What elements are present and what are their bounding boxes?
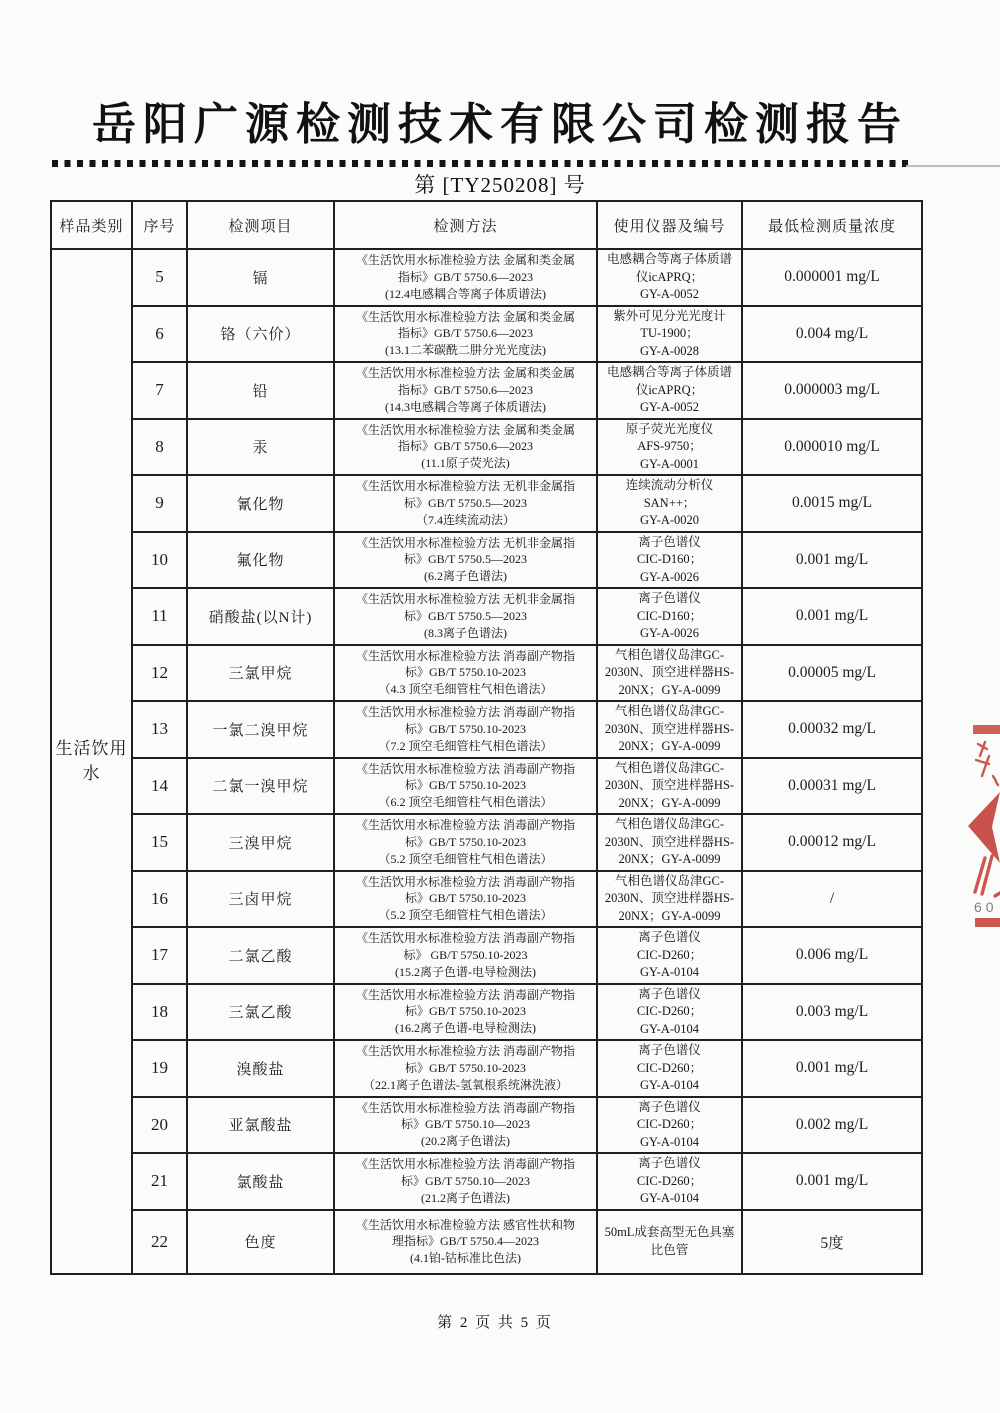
table-row bbox=[51, 419, 922, 476]
table-row bbox=[51, 1040, 922, 1097]
serial-number-cell: 21 bbox=[132, 1153, 187, 1210]
instrument-cell: 离子色谱仪 CIC-D260； GY-A-0104 bbox=[597, 984, 742, 1041]
table-row bbox=[51, 927, 922, 984]
instrument-cell: 气相色谱仪岛津GC- 2030N、顶空进样器HS- 20NX；GY-A-0099 bbox=[597, 701, 742, 758]
report-number-suffix: 号 bbox=[563, 173, 586, 197]
instrument-cell: 紫外可见分光光度计 TU-1900； GY-A-0028 bbox=[597, 306, 742, 363]
min-detection-concentration-cell: 0.00031 mg/L bbox=[742, 758, 922, 815]
serial-number-cell: 14 bbox=[132, 758, 187, 815]
min-detection-concentration-cell: / bbox=[742, 871, 922, 928]
test-method-cell: 《生活饮用水标准检验方法 消毒副产物指 标》GB/T 5750.10-2023 （5.2 顶空毛细管柱气相色谱法） bbox=[334, 871, 597, 928]
test-method-cell: 《生活饮用水标准检验方法 消毒副产物指 标》GB/T 5750.10—2023 (20.2离子色谱法) bbox=[334, 1097, 597, 1154]
test-method-cell: 《生活饮用水标准检验方法 消毒副产物指 标》GB/T 5750.10-2023 (16.2离子色谱-电导检测法) bbox=[334, 984, 597, 1041]
serial-number-cell: 11 bbox=[132, 588, 187, 645]
table-row bbox=[51, 249, 922, 306]
table-row bbox=[51, 758, 922, 815]
test-item-cell: 硝酸盐(以N计) bbox=[187, 588, 334, 645]
column-header: 序号 bbox=[132, 201, 187, 249]
table-row bbox=[51, 645, 922, 702]
test-method-cell: 《生活饮用水标准检验方法 消毒副产物指 标》GB/T 5750.10-2023 （7.2 顶空毛细管柱气相色谱法） bbox=[334, 701, 597, 758]
serial-number-cell: 10 bbox=[132, 532, 187, 589]
seal-bar-top bbox=[973, 725, 1000, 734]
serial-number-cell: 13 bbox=[132, 701, 187, 758]
instrument-cell: 离子色谱仪 CIC-D260； GY-A-0104 bbox=[597, 1040, 742, 1097]
seal-number: 60 bbox=[974, 899, 998, 915]
table-row bbox=[51, 1097, 922, 1154]
test-item-cell: 三氯甲烷 bbox=[187, 645, 334, 702]
min-detection-concentration-cell: 0.000003 mg/L bbox=[742, 362, 922, 419]
column-header: 样品类别 bbox=[51, 201, 132, 249]
min-detection-concentration-cell: 0.00012 mg/L bbox=[742, 814, 922, 871]
test-item-cell: 铬（六价） bbox=[187, 306, 334, 363]
seal-star-wedge bbox=[968, 792, 1000, 863]
table-row bbox=[51, 1210, 922, 1274]
table-row bbox=[51, 475, 922, 532]
test-item-cell: 色度 bbox=[187, 1210, 334, 1274]
test-item-cell: 氯酸盐 bbox=[187, 1153, 334, 1210]
min-detection-concentration-cell: 0.002 mg/L bbox=[742, 1097, 922, 1154]
serial-number-cell: 6 bbox=[132, 306, 187, 363]
serial-number-cell: 9 bbox=[132, 475, 187, 532]
table-row bbox=[51, 532, 922, 589]
column-header: 检测方法 bbox=[334, 201, 597, 249]
table-row bbox=[51, 984, 922, 1041]
min-detection-concentration-cell: 0.000001 mg/L bbox=[742, 249, 922, 306]
test-method-cell: 《生活饮用水标准检验方法 消毒副产物指 标》GB/T 5750.10-2023 （22.1离子色谱法-氢氧根系统淋洗液） bbox=[334, 1040, 597, 1097]
test-item-cell: 镉 bbox=[187, 249, 334, 306]
table-row bbox=[51, 588, 922, 645]
test-item-cell: 铅 bbox=[187, 362, 334, 419]
instrument-cell: 离子色谱仪 CIC-D260； GY-A-0104 bbox=[597, 927, 742, 984]
table-row bbox=[51, 701, 922, 758]
instrument-cell: 气相色谱仪岛津GC- 2030N、顶空进样器HS- 20NX；GY-A-0099 bbox=[597, 758, 742, 815]
instrument-cell: 离子色谱仪 CIC-D160； GY-A-0026 bbox=[597, 588, 742, 645]
test-method-cell: 《生活饮用水标准检验方法 金属和类金属 指标》GB/T 5750.6—2023 (14.3电感耦合等离子体质谱法) bbox=[334, 362, 597, 419]
test-item-cell: 氰化物 bbox=[187, 475, 334, 532]
instrument-cell: 原子荧光光度仪 AFS-9750； GY-A-0001 bbox=[597, 419, 742, 476]
min-detection-concentration-cell: 0.001 mg/L bbox=[742, 1040, 922, 1097]
min-detection-concentration-cell: 0.000010 mg/L bbox=[742, 419, 922, 476]
serial-number-cell: 7 bbox=[132, 362, 187, 419]
scan-edge-artifact bbox=[906, 165, 1000, 167]
test-method-cell: 《生活饮用水标准检验方法 消毒副产物指 标》GB/T 5750.10-2023 （5.2 顶空毛细管柱气相色谱法） bbox=[334, 814, 597, 871]
min-detection-concentration-cell: 0.001 mg/L bbox=[742, 588, 922, 645]
instrument-cell: 电感耦合等离子体质谱 仪icAPRQ； GY-A-0052 bbox=[597, 249, 742, 306]
test-items-table bbox=[50, 200, 923, 1275]
test-method-cell: 《生活饮用水标准检验方法 消毒副产物指 标》GB/T 5750.10-2023 （4.3 顶空毛细管柱气相色谱法） bbox=[334, 645, 597, 702]
serial-number-cell: 19 bbox=[132, 1040, 187, 1097]
test-method-cell: 《生活饮用水标准检验方法 金属和类金属 指标》GB/T 5750.6—2023 (11.1原子荧光法) bbox=[334, 419, 597, 476]
test-item-cell: 三氯乙酸 bbox=[187, 984, 334, 1041]
table-row bbox=[51, 362, 922, 419]
sample-type-cell: 生活饮用水 bbox=[51, 249, 132, 1274]
serial-number-cell: 17 bbox=[132, 927, 187, 984]
serial-number-cell: 8 bbox=[132, 419, 187, 476]
serial-number-cell: 22 bbox=[132, 1210, 187, 1274]
min-detection-concentration-cell: 0.001 mg/L bbox=[742, 532, 922, 589]
report-number bbox=[0, 169, 1000, 199]
instrument-cell: 连续流动分析仪 SAN++； GY-A-0020 bbox=[597, 475, 742, 532]
test-method-cell: 《生活饮用水标准检验方法 消毒副产物指 标》 GB/T 5750.10-2023 (15.2离子色谱-电导检测法) bbox=[334, 927, 597, 984]
serial-number-cell: 18 bbox=[132, 984, 187, 1041]
test-item-cell: 二氯一溴甲烷 bbox=[187, 758, 334, 815]
min-detection-concentration-cell: 0.001 mg/L bbox=[742, 1153, 922, 1210]
test-item-cell: 汞 bbox=[187, 419, 334, 476]
instrument-cell: 气相色谱仪岛津GC- 2030N、顶空进样器HS- 20NX；GY-A-0099 bbox=[597, 645, 742, 702]
instrument-cell: 电感耦合等离子体质谱 仪icAPRQ； GY-A-0052 bbox=[597, 362, 742, 419]
table-row bbox=[51, 814, 922, 871]
column-header: 最低检测质量浓度 bbox=[742, 201, 922, 249]
min-detection-concentration-cell: 0.00032 mg/L bbox=[742, 701, 922, 758]
serial-number-cell: 16 bbox=[132, 871, 187, 928]
dotted-divider bbox=[52, 160, 908, 167]
serial-number-cell: 12 bbox=[132, 645, 187, 702]
min-detection-concentration-cell: 0.003 mg/L bbox=[742, 984, 922, 1041]
seal-bar-bottom bbox=[975, 918, 1000, 927]
min-detection-concentration-cell: 0.0015 mg/L bbox=[742, 475, 922, 532]
serial-number-cell: 5 bbox=[132, 249, 187, 306]
table-row bbox=[51, 306, 922, 363]
seal-slash-strokes bbox=[975, 856, 1000, 896]
test-method-cell: 《生活饮用水标准检验方法 无机非金属指 标》GB/T 5750.5—2023 (6.2离子色谱法) bbox=[334, 532, 597, 589]
serial-number-cell: 20 bbox=[132, 1097, 187, 1154]
test-item-cell: 二氯乙酸 bbox=[187, 927, 334, 984]
instrument-cell: 50mL成套高型无色具塞 比色管 bbox=[597, 1210, 742, 1274]
red-seal-fragment bbox=[948, 700, 1000, 935]
test-item-cell: 溴酸盐 bbox=[187, 1040, 334, 1097]
instrument-cell: 离子色谱仪 CIC-D160； GY-A-0026 bbox=[597, 532, 742, 589]
seal-character-strokes bbox=[976, 742, 998, 785]
test-method-cell: 《生活饮用水标准检验方法 消毒副产物指 标》GB/T 5750.10—2023 (21.2离子色谱法) bbox=[334, 1153, 597, 1210]
page-footer: 第 2 页 共 5 页 bbox=[437, 1315, 553, 1331]
min-detection-concentration-cell: 0.00005 mg/L bbox=[742, 645, 922, 702]
report-number-prefix: 第 bbox=[414, 173, 437, 197]
test-item-cell: 三溴甲烷 bbox=[187, 814, 334, 871]
report-number-value: [TY250208] bbox=[442, 173, 558, 197]
table-row bbox=[51, 1153, 922, 1210]
instrument-cell: 气相色谱仪岛津GC- 2030N、顶空进样器HS- 20NX；GY-A-0099 bbox=[597, 871, 742, 928]
test-method-cell: 《生活饮用水标准检验方法 消毒副产物指 标》GB/T 5750.10-2023 （6.2 顶空毛细管柱气相色谱法） bbox=[334, 758, 597, 815]
table-row bbox=[51, 871, 922, 928]
test-item-cell: 亚氯酸盐 bbox=[187, 1097, 334, 1154]
test-method-cell: 《生活饮用水标准检验方法 无机非金属指 标》GB/T 5750.5—2023 （7.4连续流动法） bbox=[334, 475, 597, 532]
test-item-cell: 一氯二溴甲烷 bbox=[187, 701, 334, 758]
instrument-cell: 离子色谱仪 CIC-D260； GY-A-0104 bbox=[597, 1097, 742, 1154]
min-detection-concentration-cell: 0.004 mg/L bbox=[742, 306, 922, 363]
test-method-cell: 《生活饮用水标准检验方法 感官性状和物 理指标》GB/T 5750.4—2023 (4.1铂-钴标准比色法) bbox=[334, 1210, 597, 1274]
test-method-cell: 《生活饮用水标准检验方法 金属和类金属 指标》GB/T 5750.6—2023 (13.1二苯碳酰二肼分光光度法) bbox=[334, 306, 597, 363]
column-header: 检测项目 bbox=[187, 201, 334, 249]
instrument-cell: 离子色谱仪 CIC-D260； GY-A-0104 bbox=[597, 1153, 742, 1210]
min-detection-concentration-cell: 0.006 mg/L bbox=[742, 927, 922, 984]
min-detection-concentration-cell: 5度 bbox=[742, 1210, 922, 1274]
page-title: 岳阳广源检测技术有限公司检测报告 bbox=[92, 100, 908, 149]
table-header-row bbox=[51, 201, 922, 249]
test-method-cell: 《生活饮用水标准检验方法 无机非金属指 标》GB/T 5750.5—2023 (8.3离子色谱法) bbox=[334, 588, 597, 645]
test-item-cell: 氟化物 bbox=[187, 532, 334, 589]
instrument-cell: 气相色谱仪岛津GC- 2030N、顶空进样器HS- 20NX；GY-A-0099 bbox=[597, 814, 742, 871]
serial-number-cell: 15 bbox=[132, 814, 187, 871]
test-item-cell: 三卤甲烷 bbox=[187, 871, 334, 928]
column-header: 使用仪器及编号 bbox=[597, 201, 742, 249]
test-method-cell: 《生活饮用水标准检验方法 金属和类金属 指标》GB/T 5750.6—2023 (12.4电感耦合等离子体质谱法) bbox=[334, 249, 597, 306]
